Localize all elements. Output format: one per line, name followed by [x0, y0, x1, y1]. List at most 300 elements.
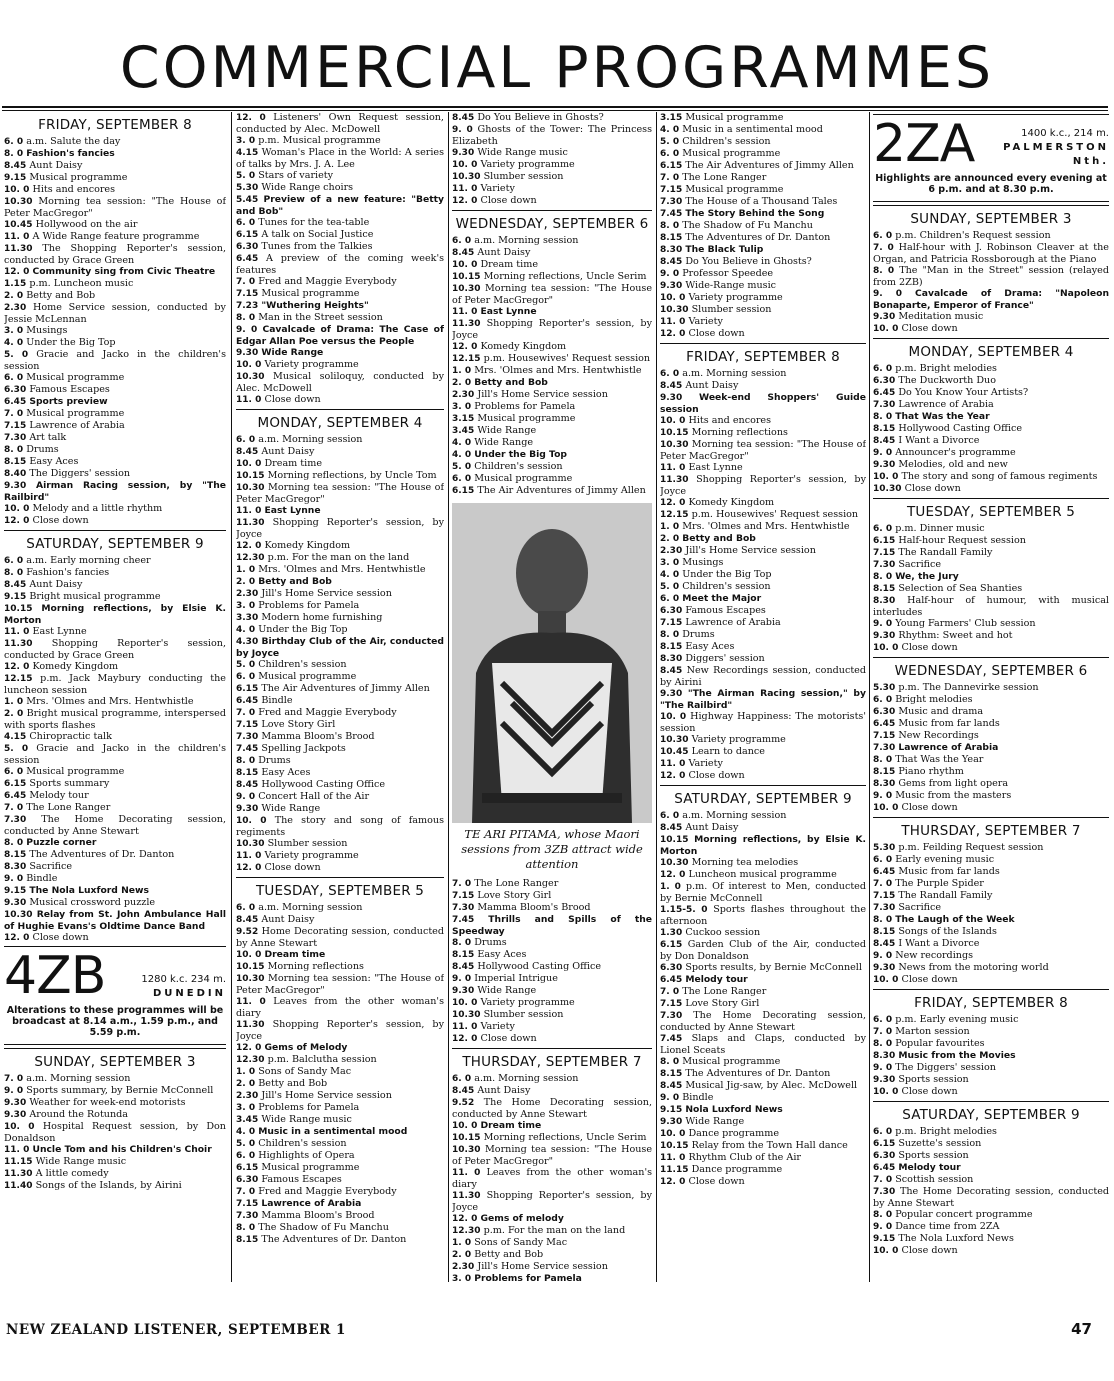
entry-title: The Shadow of Fu Manchu	[682, 220, 813, 231]
entry-title: Famous Escapes	[685, 605, 766, 616]
programme-entry	[452, 1120, 652, 1132]
programme-entry	[873, 311, 1109, 323]
entry-time: 10. 0	[452, 160, 481, 170]
programme-entry	[4, 932, 226, 944]
entry-time: 8.30	[660, 654, 686, 664]
entry-time: 8.30	[4, 862, 30, 872]
entry-title: Betty and Bob	[474, 377, 548, 388]
programme-entry	[873, 854, 1109, 866]
entry-time: 6.30	[660, 963, 686, 973]
entry-title: Relay from the Town Hall dance	[691, 1140, 848, 1151]
entry-title: Sacrifice	[29, 861, 73, 872]
entry-time: 7.15	[236, 289, 262, 299]
entry-title: Morning reflections, Uncle Serim	[483, 271, 647, 282]
entry-title: Problems for Pamela	[474, 1273, 582, 1284]
entry-time: 10.30	[4, 197, 39, 207]
entry-title: Bindle	[682, 1092, 714, 1103]
programme-entry	[873, 778, 1109, 790]
programme-entry	[873, 1233, 1109, 1245]
day-heading: SUNDAY, SEPTEMBER 3	[910, 211, 1072, 227]
entry-title: Easy Aces	[685, 641, 735, 652]
programme-entry	[4, 802, 226, 814]
entry-time: 9. 0	[873, 619, 896, 629]
programme-entry	[236, 755, 444, 767]
entry-title: Wide Range	[477, 425, 537, 436]
entry-title: Close down	[901, 1245, 958, 1256]
entry-time: 4. 0	[660, 125, 683, 135]
entry-time: 7.45	[660, 209, 686, 219]
entry-time: 2.30	[236, 589, 262, 599]
entry-time: 8. 0	[660, 1057, 683, 1067]
entry-title: Problems for Pamela	[474, 401, 576, 412]
entry-time: 7. 0	[4, 409, 27, 419]
entry-title: A preview of the coming week's features	[236, 253, 444, 276]
entry-title: Aunt Daisy	[261, 446, 315, 457]
entry-title: New Recordings session, conducted by Airini	[660, 665, 866, 688]
entry-time: 2.30	[452, 390, 478, 400]
programme-entry	[873, 459, 1109, 471]
programme-entry	[660, 256, 866, 268]
entry-title: Fred and Maggie Everybody	[258, 707, 397, 718]
entry-time: 7. 0	[4, 1074, 27, 1084]
programme-entry	[4, 909, 226, 932]
entry-time: 5. 0	[236, 660, 259, 670]
programme-entry	[452, 1009, 652, 1021]
programme-entry	[660, 998, 866, 1010]
entry-time: 7.15	[452, 891, 478, 901]
entry-title: Variety	[480, 1021, 515, 1032]
entry-title: Chiropractic talk	[29, 731, 112, 742]
entry-time: 3. 0	[236, 136, 259, 146]
programme-entry	[660, 427, 866, 439]
section-rule	[4, 530, 226, 531]
programme-entry	[452, 401, 652, 413]
programme-entry	[660, 605, 866, 617]
programme-entry	[236, 1222, 444, 1234]
programme-entry	[236, 170, 444, 182]
entry-time: 6.15	[452, 486, 478, 496]
entry-title: Wide Range	[261, 803, 321, 814]
entry-time: 1. 0	[236, 565, 259, 575]
entry-title: Week-end Shoppers' Guide session	[660, 392, 866, 415]
entry-time: 6. 0	[660, 149, 683, 159]
programme-entry	[873, 866, 1109, 878]
programme-entry	[452, 973, 652, 985]
entry-time: 6. 0	[660, 369, 683, 379]
entry-title: Variety programme	[264, 359, 359, 370]
entry-title: Musings	[26, 325, 68, 336]
programme-entry	[660, 1010, 866, 1033]
programme-entry	[660, 1164, 866, 1176]
programme-entry	[873, 694, 1109, 706]
entry-time: 10.30	[660, 440, 692, 450]
entry-time: 11. 0	[236, 395, 265, 405]
entry-time: 7.30	[873, 560, 899, 570]
entry-time: 12. 0	[236, 113, 274, 123]
entry-title: Music in a sentimental mood	[682, 124, 823, 135]
entry-time: 7.30	[660, 197, 686, 207]
entry-time: 9.30	[4, 1110, 30, 1120]
entry-title: p.m. The Dannevirke session	[898, 682, 1039, 693]
entry-time: 4. 0	[236, 625, 259, 635]
entry-title: Sons of Sandy Mac	[258, 1066, 352, 1077]
entry-title: Garden Club of the Air, conducted by Don Donaldson	[660, 939, 866, 962]
entry-title: Half-hour Request session	[898, 535, 1026, 546]
programme-entry	[660, 521, 866, 533]
entry-time: 6.45	[873, 388, 899, 398]
entry-time: 12. 0	[4, 267, 33, 277]
programme-entry	[660, 316, 866, 328]
programme-entry	[660, 746, 866, 758]
entry-time: 8. 0	[236, 756, 259, 766]
programme-entry	[236, 1198, 444, 1210]
entry-title: East Lynne	[688, 462, 743, 473]
programme-entry	[4, 885, 226, 897]
entry-title: Melody tour	[898, 1162, 961, 1173]
entry-title: Musical programme	[477, 413, 576, 424]
entry-title: p.m. Housewives' Request session	[691, 509, 859, 520]
programme-entry	[452, 1237, 652, 1249]
programme-entry	[660, 653, 866, 665]
entry-title: Variety	[688, 758, 723, 769]
entry-title: Gracie and Jacko in the children's session	[4, 743, 226, 766]
entry-time: 11. 0	[452, 1022, 481, 1032]
entry-time: 7.30	[873, 1187, 900, 1197]
entry-time: 7.15	[236, 720, 262, 730]
section-rule	[873, 498, 1109, 499]
programme-entry	[4, 897, 226, 909]
entry-title: Close down	[32, 515, 89, 526]
entry-time: 10.30	[452, 284, 485, 294]
entry-title: Man in the Street session	[258, 312, 383, 323]
programme-entry	[236, 731, 444, 743]
entry-title: Tunes from the Talkies	[261, 241, 373, 252]
entry-time: 3. 0	[236, 1103, 259, 1113]
entry-title: Children's session	[474, 461, 563, 472]
entry-time: 11. 0	[660, 759, 689, 769]
programme-entry	[873, 1126, 1109, 1138]
programme-entry	[452, 195, 652, 207]
entry-time: 7.45	[236, 744, 262, 754]
entry-title: "The Airman Racing session," by "The Railbird"	[660, 688, 866, 711]
day-heading: SATURDAY, SEPTEMBER 9	[26, 536, 204, 552]
entry-time: 9. 0	[236, 792, 259, 802]
entry-title: Sports results, by Bernie McConnell	[685, 962, 862, 973]
entry-time: 8. 0	[873, 266, 900, 276]
column-divider	[656, 112, 657, 1282]
entry-title: Ghosts of the Tower: The Princess Elizabeth	[452, 124, 652, 147]
entry-title: A little comedy	[35, 1168, 109, 1179]
entry-title: Shopping Reporter's session, by Joyce	[452, 1190, 652, 1213]
programme-entry	[873, 471, 1109, 483]
entry-title: p.m. Dinner music	[895, 523, 985, 534]
programme-entry	[660, 160, 866, 172]
entry-time: 7.30	[4, 433, 30, 443]
entry-title: Half-hour with J. Robinson Cleaver at the Organ, and Patricia Rossborough at the Piano	[873, 242, 1109, 265]
entry-time: 5. 0	[452, 462, 475, 472]
entry-title: Mrs. 'Olmes and Mrs. Hentwhistle	[682, 521, 850, 532]
entry-title: The Diggers' session	[29, 468, 131, 479]
programme-entry	[660, 557, 866, 569]
entry-time: 6. 0	[873, 1015, 896, 1025]
entry-time: 11. 0	[236, 506, 265, 516]
entry-title: The Laugh of the Week	[895, 914, 1015, 925]
section-rule	[873, 657, 1109, 658]
programme-entry	[236, 217, 444, 229]
programme-entry	[4, 290, 226, 302]
entry-title: Wide Range choirs	[261, 182, 354, 193]
entry-time: 2. 0	[4, 709, 27, 719]
entry-title: Lawrence of Arabia	[898, 742, 999, 753]
entry-title: The Lone Ranger	[474, 878, 559, 889]
entry-time: 7. 0	[873, 879, 896, 889]
programme-entry	[873, 902, 1109, 914]
entry-time: 6. 0	[660, 811, 683, 821]
entry-time: 8. 0	[873, 915, 896, 925]
programme-entry	[236, 791, 444, 803]
entry-title: Aunt Daisy	[477, 1085, 531, 1096]
programme-entry	[4, 349, 226, 372]
programme-entry	[236, 434, 444, 446]
programme-entry	[236, 719, 444, 731]
programme-entry	[4, 515, 226, 527]
programme-entry	[236, 470, 444, 482]
entry-time: 12.15	[452, 354, 484, 364]
entry-time: 6.30	[236, 242, 262, 252]
entry-time: 10. 0	[660, 1129, 689, 1139]
programme-entry	[236, 182, 444, 194]
programme-entry	[452, 171, 652, 183]
entry-time: 12. 0	[660, 498, 689, 508]
section-rule	[452, 1048, 652, 1049]
publication-footer: NEW ZEALAND LISTENER, SEPTEMBER 1	[6, 1322, 346, 1338]
entry-title: The Adventures of Dr. Danton	[261, 1234, 407, 1245]
entry-time: 8.15	[660, 1069, 686, 1079]
entry-title: Betty and Bob	[26, 290, 96, 301]
entry-title: Suzette's session	[898, 1138, 982, 1149]
entry-title: Sports session	[898, 1074, 969, 1085]
entry-title: Diggers' session	[685, 653, 765, 664]
entry-title: Music in a sentimental mood	[258, 1126, 408, 1137]
programme-entry	[236, 312, 444, 324]
entry-time: 9.30	[660, 1117, 686, 1127]
programme-entry	[236, 949, 444, 961]
entry-title: Betty and Bob	[682, 533, 756, 544]
entry-time: 8.15	[236, 768, 262, 778]
programme-entry	[236, 996, 444, 1019]
programme-entry	[452, 1073, 652, 1085]
entry-time: 6.45	[873, 719, 899, 729]
entry-title: That Was the Year	[895, 411, 990, 422]
programme-entry	[4, 337, 226, 349]
entry-title: Musical crossword puzzle	[29, 897, 156, 908]
entry-title: Close down	[688, 770, 745, 781]
entry-time: 3.30	[236, 613, 262, 623]
entry-title: East Lynne	[264, 505, 321, 516]
programme-entry	[873, 363, 1109, 375]
entry-title: Half-hour of humour, with musical interludes	[873, 595, 1109, 618]
programme-entry	[873, 535, 1109, 547]
entry-title: Komedy Kingdom	[688, 497, 775, 508]
entry-title: Musical programme	[26, 372, 125, 383]
entry-title: Shopping Reporter's session, by Joyce	[452, 318, 652, 341]
entry-time: 7. 0	[452, 879, 475, 889]
entry-time: 9. 0	[873, 1063, 896, 1073]
programme-entry	[873, 387, 1109, 399]
programme-entry	[873, 583, 1109, 595]
programme-entry	[236, 1210, 444, 1222]
programme-entry	[873, 926, 1109, 938]
entry-title: a.m. Morning session	[474, 235, 579, 246]
entry-time: 1.30	[660, 928, 686, 938]
entry-title: Lawrence of Arabia	[261, 1198, 362, 1209]
entry-title: Home Decorating session, conducted by Anne Stewart	[236, 926, 444, 949]
programme-entry	[452, 389, 652, 401]
entry-time: 11. 0	[452, 184, 481, 194]
programme-entry	[660, 986, 866, 998]
section-rule	[873, 1101, 1109, 1102]
programme-entry	[236, 612, 444, 624]
programme-entry	[660, 474, 866, 497]
entry-time: 9. 0	[873, 951, 896, 961]
entry-time: 3. 0	[236, 601, 259, 611]
entry-time: 1. 0	[452, 1238, 475, 1248]
station-frequency: 1280 k.c. 234 m.	[141, 974, 226, 985]
programme-entry	[660, 593, 866, 605]
entry-title: Musical programme	[682, 1056, 781, 1067]
entry-time: 1. 0	[4, 697, 27, 707]
entry-title: Wide Range music	[477, 147, 568, 158]
programme-entry	[236, 552, 444, 564]
entry-time: 12. 0	[452, 1214, 481, 1224]
entry-title: Betty and Bob	[474, 1249, 544, 1260]
programme-entry	[4, 731, 226, 743]
entry-time: 7. 0	[873, 243, 899, 253]
entry-title: Hospital Request session, by Don Donaldson	[4, 1121, 226, 1144]
programme-entry	[236, 1150, 444, 1162]
programme-entry	[236, 671, 444, 683]
section-rule	[873, 817, 1109, 818]
entry-time: 1.15-5. 0	[660, 905, 714, 915]
entry-title: Under the Big Top	[682, 569, 772, 580]
entry-time: 10.30	[660, 305, 692, 315]
entry-time: 9. 0	[873, 791, 896, 801]
programme-entry	[873, 682, 1109, 694]
programme-entry	[236, 576, 444, 588]
programme-entry	[4, 626, 226, 638]
entry-title: Musical programme	[29, 172, 128, 183]
entry-time: 8. 0	[873, 572, 896, 582]
entry-time: 8.45	[660, 381, 686, 391]
programme-entry	[873, 1245, 1109, 1257]
entry-time: 11.30	[452, 1191, 487, 1201]
programme-entry	[236, 902, 444, 914]
entry-title: Children's session	[258, 659, 347, 670]
entry-title: Popular favourites	[895, 1038, 985, 1049]
entry-title: Aunt Daisy	[477, 247, 531, 258]
programme-entry	[236, 1114, 444, 1126]
entry-title: The Story Behind the Song	[685, 208, 825, 219]
entry-title: Mamma Bloom's Brood	[261, 1210, 375, 1221]
entry-time: 10. 0	[236, 950, 265, 960]
entry-title: Melodies, old and new	[898, 459, 1008, 470]
entry-title: The Adventures of Dr. Danton	[29, 849, 175, 860]
programme-entry	[660, 770, 866, 782]
entry-title: Sons of Sandy Mac	[474, 1237, 568, 1248]
entry-time: 8.45	[660, 823, 686, 833]
section-rule	[4, 1048, 226, 1049]
entry-time: 9.30	[236, 804, 262, 814]
entry-time: 5. 0	[660, 137, 683, 147]
programme-entry	[4, 468, 226, 480]
programme-entry	[4, 1168, 226, 1180]
entry-title: Aunt Daisy	[29, 579, 83, 590]
entry-time: 7.15	[660, 999, 686, 1009]
entry-title: Love Story Girl	[261, 719, 336, 730]
entry-time: 4. 0	[4, 338, 27, 348]
entry-time: 8. 0	[660, 221, 683, 231]
entry-title: Sports preview	[29, 396, 108, 407]
programme-entry	[660, 368, 866, 380]
entry-title: Morning reflections, by Uncle Tom	[267, 470, 437, 481]
entry-time: 8.45	[236, 915, 262, 925]
programme-entry	[236, 1174, 444, 1186]
entry-time: 11. 0	[4, 627, 33, 637]
entry-time: 8.45	[873, 436, 899, 446]
entry-title: Mrs. 'Olmes and Mrs. Hentwhistle	[474, 365, 642, 376]
entry-time: 11. 0	[452, 1168, 487, 1178]
entry-time: 10. 0	[4, 504, 33, 514]
programme-entry	[873, 802, 1109, 814]
entry-time: 10. 0	[873, 803, 902, 813]
entry-time: 3. 0	[452, 402, 475, 412]
programme-entry	[236, 779, 444, 791]
entry-time: 9.30	[660, 689, 688, 699]
entry-time: 9.15	[4, 886, 30, 896]
entry-time: 6.45	[660, 975, 686, 985]
programme-entry	[4, 778, 226, 790]
entry-time: 9. 0	[873, 1222, 896, 1232]
entry-time: 7.15	[236, 1199, 262, 1209]
entry-title: Shopping Reporter's session, by Joyce	[236, 517, 444, 540]
entry-time: 1. 0	[660, 522, 683, 532]
entry-title: The Shadow of Fu Manchu	[258, 1222, 389, 1233]
entry-title: Wide Range music	[261, 1114, 352, 1125]
entry-time: 8.15	[873, 927, 899, 937]
entry-time: 4. 0	[452, 450, 475, 460]
entry-time: 8.30	[873, 779, 899, 789]
programme-entry	[660, 857, 866, 869]
entry-time: 3. 0	[660, 558, 683, 568]
programme-entry	[873, 399, 1109, 411]
entry-time: 11.40	[4, 1181, 36, 1191]
entry-time: 10.30	[236, 974, 269, 984]
programme-entry	[4, 1144, 226, 1156]
entry-title: Rhythm: Sweet and hot	[898, 630, 1013, 641]
programme-entry	[660, 904, 866, 927]
programme-entry	[660, 962, 866, 974]
entry-time: 7. 0	[660, 987, 683, 997]
programme-entry	[452, 437, 652, 449]
entry-time: 6. 0	[236, 218, 259, 228]
entry-time: 2.30	[4, 303, 34, 313]
entry-title: Drums	[682, 629, 715, 640]
section-rule	[873, 205, 1109, 206]
entry-title: Leaves from the other woman's diary	[452, 1167, 652, 1190]
page-title: COMMERCIAL PROGRAMMES	[119, 35, 995, 101]
entry-title: Hits and encores	[32, 184, 116, 195]
title-rule	[2, 106, 1108, 108]
